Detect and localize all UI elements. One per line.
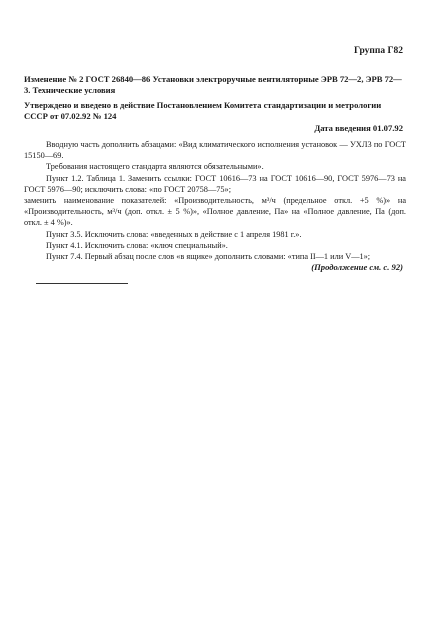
paragraph-item-7-4: Пункт 7.4. Первый абзац после слов «в ящике» дополнить словами: «типа II—1 или V—1»; <box>46 252 371 262</box>
paragraph-mandatory: Требования настоящего стандарта являются обязательными». <box>46 162 264 172</box>
effective-date: Дата введения 01.07.92 <box>314 123 403 133</box>
group-label: Группа Г82 <box>354 46 403 56</box>
paragraph-intro: Вводную часть дополнить абзацами: «Вид климатического исполнения установок — УХЛ3 по ГОСТ 15150—69. <box>24 140 406 161</box>
paragraph-item-1-2: Пункт 1.2. Таблица 1. Заменить ссылки: ГОСТ 10616—73 на ГОСТ 10616—90, ГОСТ 5976—73 на ГОСТ 5976—90; исключить слова: «по ГОСТ 20758—75»; <box>24 173 406 194</box>
approval-statement: Утверждено и введено в действие Постановлением Комитета стандартизации и метрологии СССР от 07.02.92 № 124 <box>24 100 382 121</box>
divider-line <box>36 283 128 284</box>
paragraph-item-3-5: Пункт 3.5. Исключить слова: «введенных в действие с 1 апреля 1981 г.». <box>46 229 302 239</box>
paragraph-item-4-1: Пункт 4.1. Исключить слова: «ключ специальный». <box>46 240 228 250</box>
change-title: Изменение № 2 ГОСТ 26840—86 Установки электроручные вентиляторные ЭРВ 72—2, ЭРВ 72—3. Технические условия <box>24 74 402 95</box>
change-body <box>24 139 406 262</box>
continuation-note: (Продолжение см. с. 92) <box>311 262 403 272</box>
paragraph-replace-indicators: заменить наименование показателей: «Производительность, м³/ч (предельное откл. +5 %)» на «Производительность, м³/ч (доп. откл. ± 5 %)», «Полное давление, Па» на «Полное давление, Па (доп. откл. ± 4 %)». <box>24 196 406 228</box>
